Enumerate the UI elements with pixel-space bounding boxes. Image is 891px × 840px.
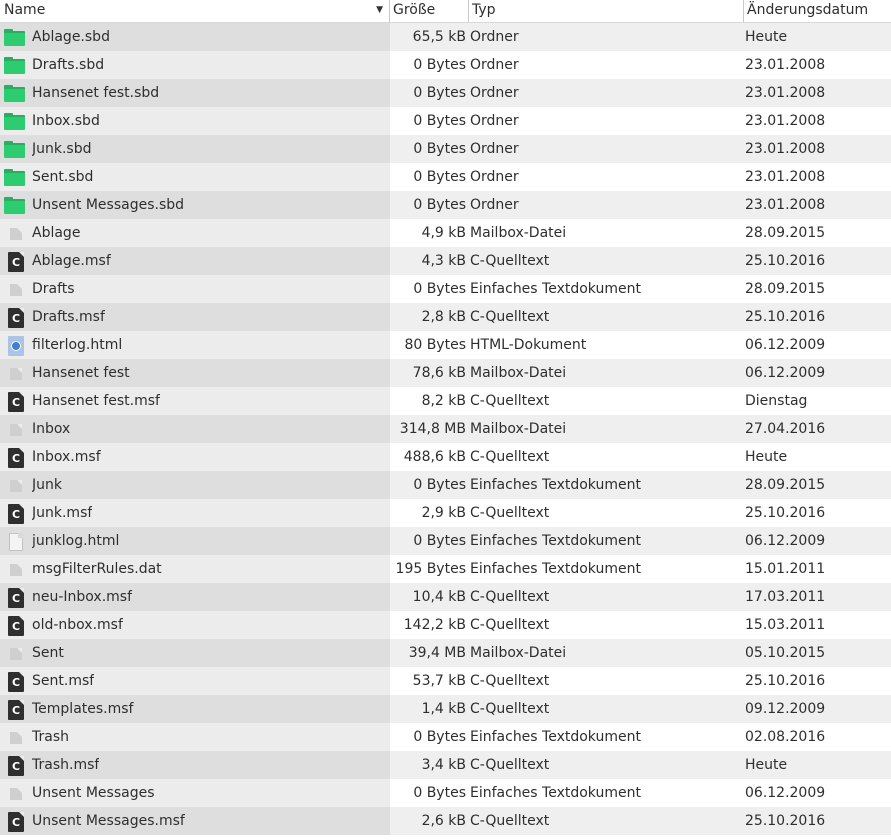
file-modified-date: Heute [745, 757, 788, 773]
c-source-file-icon: C [4, 586, 26, 608]
file-name-cell[interactable] [0, 443, 390, 471]
file-name: Unsent Messages.msf [32, 813, 185, 829]
file-type: C-Quelltext [470, 449, 550, 465]
file-name: Templates.msf [32, 701, 134, 717]
file-type: C-Quelltext [470, 617, 550, 633]
file-name: Unsent Messages.sbd [32, 197, 185, 213]
text-document-icon [4, 530, 26, 552]
column-header-bar [0, 0, 891, 23]
file-name-cell[interactable] [0, 51, 390, 79]
file-modified-date: 02.08.2016 [745, 729, 826, 745]
column-header-size[interactable] [390, 0, 469, 22]
file-name: Junk.msf [32, 505, 93, 521]
file-size: 53,7 kB [412, 673, 466, 689]
file-name-cell[interactable] [0, 275, 390, 303]
file-name: Trash.msf [32, 757, 100, 773]
file-name-cell[interactable] [0, 723, 390, 751]
file-name: Drafts [32, 281, 75, 297]
file-modified-date: Dienstag [745, 393, 808, 409]
file-name-cell[interactable] [0, 331, 390, 359]
file-name-cell[interactable] [0, 695, 390, 723]
file-size: 314,8 MB [399, 421, 466, 437]
file-name: Inbox.msf [32, 449, 101, 465]
file-size: 78,6 kB [412, 365, 466, 381]
file-type: C-Quelltext [470, 757, 550, 773]
c-source-file-icon: C [4, 502, 26, 524]
file-size: 1,4 kB [421, 701, 466, 717]
mailbox-file-icon [4, 278, 26, 300]
file-name-cell[interactable] [0, 303, 390, 331]
file-size: 0 Bytes [413, 197, 466, 213]
file-type: C-Quelltext [470, 505, 550, 521]
file-name: Trash [32, 729, 69, 745]
file-name-cell[interactable] [0, 667, 390, 695]
file-row[interactable] [0, 583, 891, 611]
file-row[interactable] [0, 779, 891, 807]
file-name-cell[interactable] [0, 23, 390, 51]
file-type: Mailbox-Datei [470, 421, 567, 437]
file-row[interactable] [0, 191, 891, 219]
file-type: Ordner [470, 29, 519, 45]
folder-icon [4, 169, 26, 186]
file-modified-date: 06.12.2009 [745, 337, 826, 353]
file-modified-date: 25.10.2016 [745, 813, 826, 829]
sort-descending-arrow-icon: ▼ [376, 5, 383, 15]
file-row[interactable] [0, 611, 891, 639]
file-row[interactable] [0, 443, 891, 471]
file-size: 0 Bytes [413, 141, 466, 157]
file-name-cell[interactable] [0, 79, 390, 107]
file-row[interactable] [0, 51, 891, 79]
file-row[interactable] [0, 415, 891, 443]
file-name-cell[interactable] [0, 779, 390, 807]
file-name-cell[interactable] [0, 107, 390, 135]
file-size: 488,6 kB [403, 449, 466, 465]
file-name: Unsent Messages [32, 785, 155, 801]
file-modified-date: 06.12.2009 [745, 365, 826, 381]
file-name: Hansenet fest.sbd [32, 85, 160, 101]
file-modified-date: 25.10.2016 [745, 253, 826, 269]
file-row[interactable] [0, 807, 891, 835]
file-type: C-Quelltext [470, 253, 550, 269]
file-name: Ablage.sbd [32, 29, 110, 45]
file-row[interactable] [0, 639, 891, 667]
folder-icon [4, 197, 26, 214]
file-name-cell[interactable] [0, 471, 390, 499]
file-type: Einfaches Textdokument [470, 785, 641, 801]
file-type: Einfaches Textdokument [470, 729, 641, 745]
file-modified-date: 17.03.2011 [745, 589, 826, 605]
file-name-cell[interactable] [0, 191, 390, 219]
file-size: 65,5 kB [412, 29, 466, 45]
file-name-cell[interactable] [0, 807, 390, 835]
folder-icon [4, 57, 26, 74]
file-size: 2,6 kB [421, 813, 466, 829]
file-modified-date: Heute [745, 29, 788, 45]
file-type: Ordner [470, 169, 519, 185]
file-row[interactable] [0, 471, 891, 499]
file-modified-date: 23.01.2008 [745, 113, 826, 129]
mailbox-file-icon [4, 782, 26, 804]
file-name-cell[interactable] [0, 527, 390, 555]
file-modified-date: 15.01.2011 [745, 561, 826, 577]
file-type: Mailbox-Datei [470, 225, 567, 241]
file-row[interactable] [0, 387, 891, 415]
file-type: Einfaches Textdokument [470, 533, 641, 549]
file-name: msgFilterRules.dat [32, 561, 162, 577]
mailbox-file-icon [4, 418, 26, 440]
file-size: 0 Bytes [413, 281, 466, 297]
file-name: Hansenet fest [32, 365, 130, 381]
file-type: Mailbox-Datei [470, 645, 567, 661]
file-size: 2,8 kB [421, 309, 466, 325]
file-name-cell[interactable] [0, 359, 390, 387]
file-name-cell[interactable] [0, 751, 390, 779]
file-modified-date: 25.10.2016 [745, 505, 826, 521]
file-modified-date: 28.09.2015 [745, 477, 826, 493]
column-header-type-label: Typ [472, 2, 496, 18]
file-row[interactable] [0, 303, 891, 331]
folder-icon [4, 141, 26, 158]
file-name: Inbox.sbd [32, 113, 100, 129]
file-name: Sent [32, 645, 64, 661]
mailbox-file-icon [4, 222, 26, 244]
file-name: neu-Inbox.msf [32, 589, 133, 605]
file-type: Ordner [470, 141, 519, 157]
file-size: 2,9 kB [421, 505, 466, 521]
column-header-date[interactable] [744, 0, 891, 22]
file-row[interactable] [0, 695, 891, 723]
file-name: old-nbox.msf [32, 617, 123, 633]
file-size: 8,2 kB [421, 393, 466, 409]
file-row[interactable] [0, 247, 891, 275]
file-type: Ordner [470, 85, 519, 101]
file-modified-date: 23.01.2008 [745, 141, 826, 157]
mailbox-file-icon [4, 362, 26, 384]
file-name: Hansenet fest.msf [32, 393, 160, 409]
file-size: 80 Bytes [404, 337, 466, 353]
file-row[interactable] [0, 751, 891, 779]
folder-icon [4, 29, 26, 46]
file-size: 0 Bytes [413, 169, 466, 185]
folder-icon [4, 113, 26, 130]
file-size: 142,2 kB [403, 617, 466, 633]
column-header-name-label: Name [4, 2, 46, 18]
c-source-file-icon: C [4, 250, 26, 272]
mailbox-file-icon [4, 474, 26, 496]
file-row[interactable] [0, 331, 891, 359]
file-row[interactable] [0, 499, 891, 527]
file-modified-date: 15.03.2011 [745, 617, 826, 633]
file-row[interactable] [0, 275, 891, 303]
c-source-file-icon: C [4, 306, 26, 328]
file-size: 3,4 kB [421, 757, 466, 773]
column-header-date-label: Änderungsdatum [747, 2, 869, 18]
file-size: 4,9 kB [421, 225, 466, 241]
file-name-cell[interactable] [0, 639, 390, 667]
file-row[interactable] [0, 527, 891, 555]
file-name-cell[interactable] [0, 219, 390, 247]
mailbox-file-icon [4, 726, 26, 748]
c-source-file-icon: C [4, 698, 26, 720]
file-name: Drafts.sbd [32, 57, 105, 73]
mailbox-file-icon [4, 558, 26, 580]
file-name-cell[interactable] [0, 499, 390, 527]
file-modified-date: 06.12.2009 [745, 533, 826, 549]
file-name-cell[interactable] [0, 387, 390, 415]
file-modified-date: 06.12.2009 [745, 785, 826, 801]
c-source-file-icon: C [4, 754, 26, 776]
file-modified-date: 25.10.2016 [745, 673, 826, 689]
file-name-cell[interactable] [0, 163, 390, 191]
file-type: Ordner [470, 113, 519, 129]
file-size: 4,3 kB [421, 253, 466, 269]
file-type: Ordner [470, 197, 519, 213]
c-source-file-icon: C [4, 390, 26, 412]
file-row[interactable] [0, 723, 891, 751]
file-modified-date: 09.12.2009 [745, 701, 826, 717]
column-header-name[interactable] [0, 0, 390, 22]
column-header-type[interactable] [469, 0, 744, 22]
file-type: C-Quelltext [470, 589, 550, 605]
c-source-file-icon: C [4, 614, 26, 636]
file-size: 10,4 kB [412, 589, 466, 605]
c-source-file-icon: C [4, 446, 26, 468]
file-name-cell[interactable] [0, 611, 390, 639]
file-modified-date: Heute [745, 449, 788, 465]
file-row[interactable] [0, 23, 891, 51]
file-row[interactable] [0, 79, 891, 107]
file-type: Einfaches Textdokument [470, 561, 641, 577]
file-row[interactable] [0, 135, 891, 163]
file-modified-date: 23.01.2008 [745, 169, 826, 185]
file-type: C-Quelltext [470, 673, 550, 689]
file-name: filterlog.html [32, 337, 123, 353]
file-row[interactable] [0, 107, 891, 135]
file-row[interactable] [0, 219, 891, 247]
file-type: C-Quelltext [470, 701, 550, 717]
file-size: 39,4 MB [408, 645, 466, 661]
file-type: Einfaches Textdokument [470, 477, 641, 493]
file-type: C-Quelltext [470, 813, 550, 829]
file-name: Drafts.msf [32, 309, 105, 325]
file-modified-date: 25.10.2016 [745, 309, 826, 325]
file-type: Einfaches Textdokument [470, 281, 641, 297]
file-modified-date: 28.09.2015 [745, 225, 826, 241]
file-modified-date: 23.01.2008 [745, 197, 826, 213]
file-name-cell[interactable] [0, 135, 390, 163]
file-size: 195 Bytes [395, 561, 466, 577]
file-rows [0, 23, 891, 835]
file-row[interactable] [0, 667, 891, 695]
file-size: 0 Bytes [413, 57, 466, 73]
file-modified-date: 27.04.2016 [745, 421, 826, 437]
file-type: Mailbox-Datei [470, 365, 567, 381]
file-size: 0 Bytes [413, 729, 466, 745]
file-name: Ablage.msf [32, 253, 111, 269]
file-row[interactable] [0, 163, 891, 191]
file-name: Ablage [32, 225, 81, 241]
file-name-cell[interactable] [0, 247, 390, 275]
file-modified-date: 23.01.2008 [745, 57, 826, 73]
file-size: 0 Bytes [413, 785, 466, 801]
file-name-cell[interactable] [0, 555, 390, 583]
file-modified-date: 28.09.2015 [745, 281, 826, 297]
file-modified-date: 23.01.2008 [745, 85, 826, 101]
file-name: Inbox [32, 421, 71, 437]
file-name: junklog.html [32, 533, 120, 549]
c-source-file-icon: C [4, 670, 26, 692]
file-type: Ordner [470, 57, 519, 73]
file-name: Junk.sbd [32, 141, 92, 157]
file-name: Sent.msf [32, 673, 95, 689]
folder-icon [4, 85, 26, 102]
file-name-cell[interactable] [0, 583, 390, 611]
file-row[interactable] [0, 359, 891, 387]
file-size: 0 Bytes [413, 477, 466, 493]
file-type: C-Quelltext [470, 309, 550, 325]
file-name: Sent.sbd [32, 169, 94, 185]
mailbox-file-icon [4, 642, 26, 664]
file-size: 0 Bytes [413, 85, 466, 101]
file-name-cell[interactable] [0, 415, 390, 443]
file-size: 0 Bytes [413, 113, 466, 129]
file-modified-date: 05.10.2015 [745, 645, 826, 661]
column-header-size-label: Größe [393, 2, 436, 18]
file-type: HTML-Dokument [470, 337, 587, 353]
file-row[interactable] [0, 555, 891, 583]
html-document-icon [4, 334, 26, 356]
file-name: Junk [32, 477, 62, 493]
file-size: 0 Bytes [413, 533, 466, 549]
c-source-file-icon: C [4, 810, 26, 832]
file-type: C-Quelltext [470, 393, 550, 409]
